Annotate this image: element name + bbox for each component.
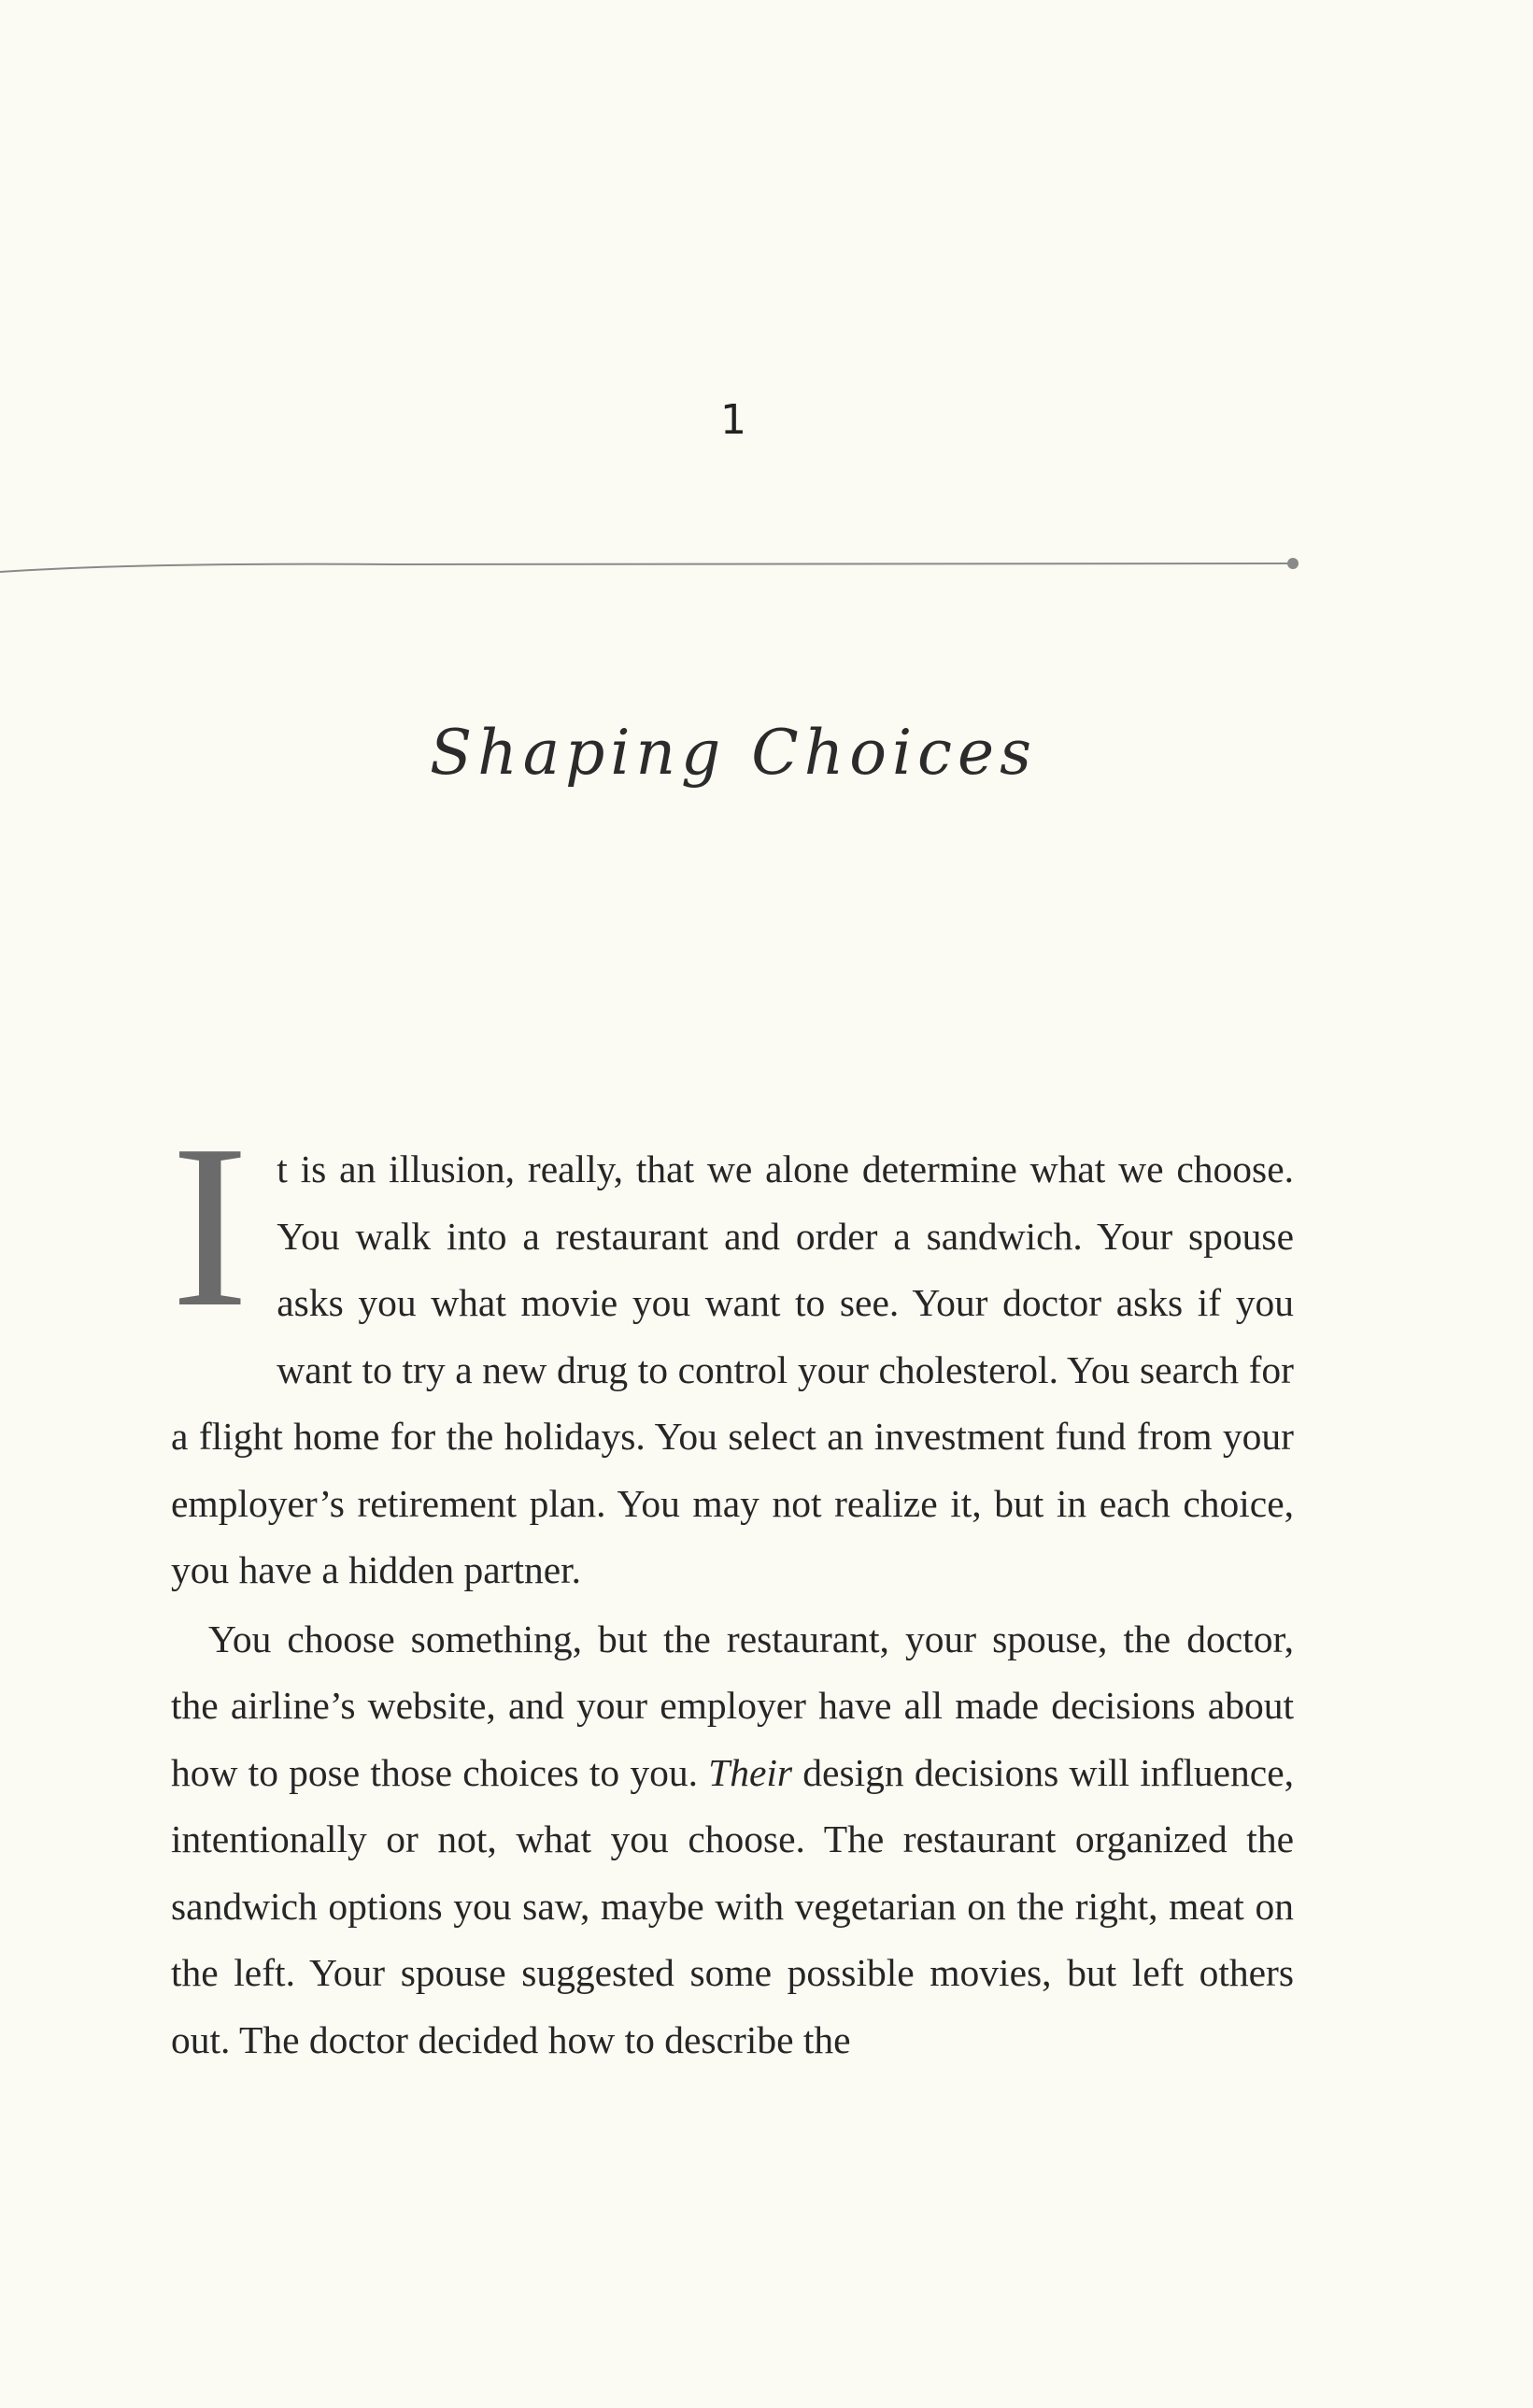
paragraph-1 — [171, 1097, 1294, 1604]
chapter-body — [171, 1097, 1295, 2073]
paragraph-2-start: You choose something, but the restaurant, your spouse, the doctor, the airline’s website, and your employer have all made decisions about how to pose those choices to you. — [171, 1617, 1294, 1794]
paragraph-2-rest: design decisions will influence, intentionally or not, what you choose. The restaurant organized the sandwich options you saw, maybe with vegetarian on the right, meat on the left. Your spouse suggested some possible movies, but left others out. The doctor decided how to describe the — [171, 1750, 1295, 2061]
chapter-title: Shaping Choices — [430, 717, 1037, 789]
paragraph-1-text: t is an illusion, really, that we alone determine what we choose. You walk into a restaurant and order a sandwich. Your spouse asks you what movie you want to see. Your doctor asks if you want to try a new drug to control your cholesterol. You search for a flight home for the holidays. You select an investment fund from your employer’s retirement plan. You may not realize it, but in each choice, you have a hidden partner. — [171, 1147, 1294, 1591]
paragraph-2-emphasis: Their — [708, 1750, 793, 1794]
chapter-divider-rule — [0, 553, 1308, 576]
paragraph-2 — [171, 1606, 1294, 2074]
chapter-number: 1 — [720, 396, 746, 444]
drop-cap: I — [171, 1097, 249, 1356]
